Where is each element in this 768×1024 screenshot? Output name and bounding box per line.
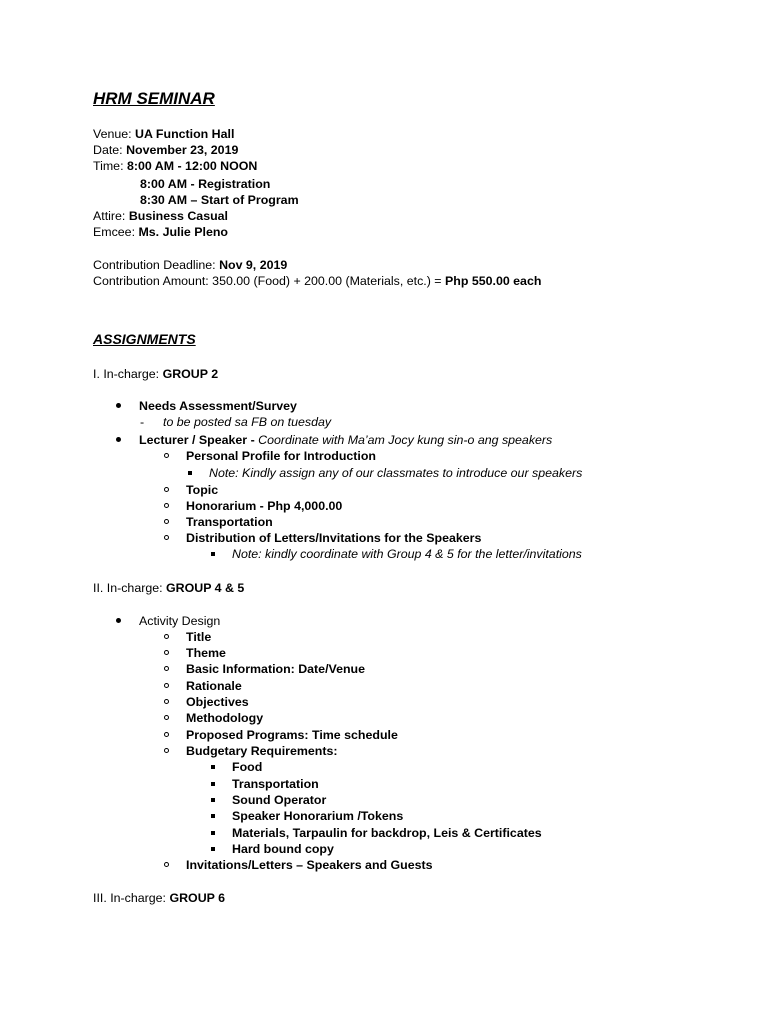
square-bullet-icon [188, 465, 192, 481]
bullet-icon [116, 398, 121, 414]
sub-item: Distribution of Letters/Invitations for the Speakers [186, 531, 482, 545]
date-line [93, 142, 238, 158]
sub-item: Honorarium - Php 4,000.00 [186, 499, 343, 513]
sub-item: Basic Information: Date/Venue [186, 662, 366, 676]
page-title: HRM SEMINAR [93, 89, 215, 108]
time-sub-start: 8:30 AM – Start of Program [140, 193, 299, 207]
amount-line [93, 273, 541, 289]
square-bullet-icon [211, 792, 215, 808]
list-item: Activity Design [139, 614, 221, 628]
budget-item: Transportation [232, 777, 319, 791]
budget-item: Food [232, 760, 263, 774]
budget-item: Speaker Honorarium /Tokens [232, 809, 404, 823]
amount-total: Php 550.00 each [444, 274, 542, 288]
circle-bullet-icon [164, 661, 169, 677]
sub-item: Proposed Programs: Time schedule [186, 728, 398, 742]
time-label: Time: [93, 159, 124, 173]
sub-item: Budgetary Requirements: [186, 744, 338, 758]
circle-bullet-icon [164, 694, 169, 710]
sub-item: Invitations/Letters – Speakers and Guests [186, 858, 433, 872]
time-sub-registration: 8:00 AM - Registration [140, 177, 271, 191]
amount-label: Contribution Amount: [93, 274, 209, 288]
square-bullet-icon [211, 776, 215, 792]
square-bullet-icon [211, 546, 215, 562]
deadline-label: Contribution Deadline: [93, 258, 216, 272]
bullet-icon [116, 613, 121, 629]
circle-bullet-icon [164, 678, 169, 694]
sub-item: Objectives [186, 695, 249, 709]
lecturer-label: Lecturer / Speaker - [139, 433, 255, 447]
circle-bullet-icon [164, 448, 169, 464]
attire-line [93, 208, 228, 224]
attire-value: Business Casual [128, 209, 228, 223]
group1-heading [93, 366, 218, 382]
circle-bullet-icon [164, 857, 169, 873]
list-item-note: to be posted sa FB on tuesday [163, 415, 332, 429]
group1-label: I. In-charge: [93, 367, 160, 381]
emcee-value: Ms. Julie Pleno [138, 225, 228, 239]
dash-icon: - [140, 415, 145, 429]
venue-label: Venue: [93, 127, 132, 141]
group2-label: II. In-charge: [93, 581, 163, 595]
square-bullet-icon [211, 825, 215, 841]
group3-heading [93, 890, 225, 906]
sub-item-note: Note: Kindly assign any of our classmates to introduce our speakers [209, 466, 583, 480]
list-item [139, 432, 552, 448]
circle-bullet-icon [164, 629, 169, 645]
attire-label: Attire: [93, 209, 126, 223]
budget-item: Materials, Tarpaulin for backdrop, Leis & Certificates [232, 826, 542, 840]
assignments-heading: ASSIGNMENTS [93, 331, 196, 347]
group3-group: GROUP 6 [169, 891, 226, 905]
bullet-icon [116, 432, 121, 448]
group2-heading [93, 580, 244, 596]
sub-item: Theme [186, 646, 226, 660]
amount-value: 350.00 (Food) + 200.00 (Materials, etc.) = [212, 274, 442, 288]
circle-bullet-icon [164, 530, 169, 546]
lecturer-note: Coordinate with Ma’am Jocy kung sin-o ang speakers [258, 433, 553, 447]
circle-bullet-icon [164, 498, 169, 514]
date-value: November 23, 2019 [126, 143, 239, 157]
venue-line [93, 126, 234, 142]
time-line [93, 158, 257, 174]
time-value: 8:00 AM - 12:00 NOON [126, 159, 258, 173]
sub-item: Personal Profile for Introduction [186, 449, 377, 463]
budget-item: Hard bound copy [232, 842, 334, 856]
sub-item: Topic [186, 483, 219, 497]
circle-bullet-icon [164, 482, 169, 498]
group2-group: GROUP 4 & 5 [166, 581, 245, 595]
square-bullet-icon [211, 841, 215, 857]
deadline-value: Nov 9, 2019 [219, 258, 288, 272]
sub-item: Methodology [186, 711, 264, 725]
circle-bullet-icon [164, 743, 169, 759]
sub-item: Transportation [186, 515, 273, 529]
venue-value: UA Function Hall [135, 127, 235, 141]
sub-item: Title [186, 630, 212, 644]
emcee-line [93, 224, 228, 240]
deadline-line [93, 257, 287, 273]
group1-group: GROUP 2 [162, 367, 219, 381]
square-bullet-icon [211, 759, 215, 775]
budget-item: Sound Operator [232, 793, 327, 807]
square-bullet-icon [211, 808, 215, 824]
circle-bullet-icon [164, 710, 169, 726]
emcee-label: Emcee: [93, 225, 136, 239]
sub-item: Rationale [186, 679, 242, 693]
circle-bullet-icon [164, 645, 169, 661]
date-label: Date: [93, 143, 123, 157]
circle-bullet-icon [164, 514, 169, 530]
sub-item-note: Note: kindly coordinate with Group 4 & 5 for the letter/invitations [232, 547, 582, 561]
list-item: Needs Assessment/Survey [139, 399, 297, 413]
circle-bullet-icon [164, 727, 169, 743]
group3-label: III. In-charge: [93, 891, 167, 905]
